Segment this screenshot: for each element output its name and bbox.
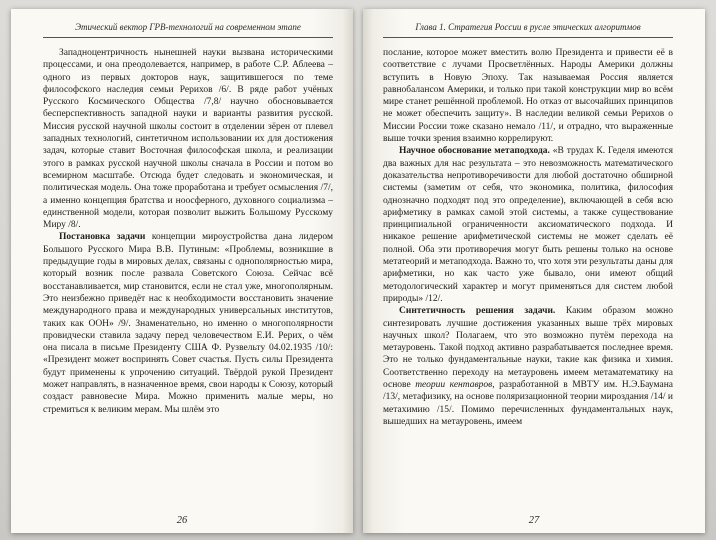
running-head-right: Глава 1. Стратегия России в русле этических алгоритмов (383, 22, 673, 38)
paragraph (383, 305, 673, 428)
running-head-left: Этический вектор ГРВ-технологий на современном этапе (43, 22, 333, 38)
paragraph-text: Каким образом можно синтезировать лучшие достижения указанных выше трёх мировых научных школ? Полагаем, что это возможно путём перехода на метауровень. Такой подход активно разрабатывается последнее время. Это не только фундаментальные науки, такие как физика и химия. Соответственно переходу на метауровень имеем метаматематику на основе (383, 306, 673, 391)
paragraph-lead-bold: Научное обоснование метаподхода. (399, 146, 550, 157)
italic-term: теории кентавров (415, 380, 493, 391)
paragraph-text: Западноцентричность нынешней науки вызвана историческими процессами, и она преодолевается, например, в работе С.Р. Аблеева – одного из первых докторов наук, защитившегося по теме философского наследия семьи Рерихов /6/. В ряде работ учёных Русского Космического Общества /7,8/ научно обосновывается бесперспективность западной науки и варианты развития русской. Миссия русской научной школы состоит в отделении зёрен от плевел западных технологий, синтетичном использовании их для достижения задач, которые ставит Восточная философская школа, и реализации этого в рамках русской научной школы сначала в России и потом во всемирном масштабе. Отсюда будет следовать и экономическая, и политическая модель. Она тоже проработана и требует осмысления /7/, а именно концепция братства и ноосферного, духовного социализма – единственной модели, которая позволит выжить Большому Русскому Миру /8/. (43, 48, 333, 231)
paragraph (43, 231, 333, 415)
paragraph-text: концепции мироустройства дана лидером Большого Русского Мира В.В. Путиным: «Проблемы, возникшие в предыдущие годы в мировых делах, связаны с однополярностью мира, который возник после развала Советского Союза. Сейчас всё восстанавливается, мир становится, если не стал уже, многополярным. Это неизбежно приведёт нас к необходимости восстановить значение международного права и международных универсальных институтов, таких как ООН» /9/. Знаменательно, но именно о многополярности провидчески ставила задачу перед человечеством Е.И. Рерих, о чём она писала в письме Президенту США Ф. Рузвельту 04.02.1935 /10/: «Президент может воспринять Совет счастья. Пусть силы Президента будут применены к упрочению ситуаций. Твёрдой рукой Президент может направлять, в назначенное время, свои народы к Союзу, который создаст равновесие Мира. Можно применить малые меры, но стремиться к великим мерам. Мы шлём это (43, 232, 333, 415)
paragraph-lead-bold: Постановка задачи (59, 232, 146, 243)
paragraph-text: «В трудах К. Геделя имеются два важных для нас результата – это невозможность математического доказательства непротиворечивости для любой достаточно обширной системы (заметим от себя, что экономика, политика, философия однозначно подходят под это определение), включающей в себя всю арифметику в рамках самой этой системы, а также существование принципиальной ограниченности аксиоматического подхода. И никакое решение арифметической системы не может сделать её полной. Оба эти противоречия могут быть решены только на основе метатеорий и метаподхода. Важно то, что хотя эти результаты даны для арифметики, но как часто уже бывало, они имеют общий методологический характер и могут применяться для систем любой природы» /12/. (383, 146, 673, 304)
page-right (363, 9, 705, 533)
paragraph-lead-bold: Синтетичность решения задачи. (399, 306, 556, 317)
page-left (11, 9, 353, 533)
page-number-right: 27 (528, 515, 540, 526)
paragraph (383, 145, 673, 305)
paragraph-text: , разработанной в МВТУ им. Н.Э.Баумана /13/, метафизику, на основе поляризационной теории мироздания /14/ и метахимию /15/. Помимо перечисленных фундаментальных наук, вышедших на метауровень, имеем (383, 380, 673, 427)
page-right-content (363, 22, 705, 533)
paragraph (43, 47, 333, 231)
paragraph (383, 47, 673, 145)
body-text-left (43, 47, 333, 515)
page-left-content (11, 22, 353, 533)
body-text-right (383, 47, 673, 515)
page-number-left: 26 (176, 515, 188, 526)
paragraph-text: послание, которое может вместить волю Президента и привести её в соответствие с лучами Просветлённых. Народы Америки должны вступить в Новую Эпоху. Так называемая Россия является равнобалансом Америки, и только при такой конструкции мир во всём мире станет решённой проблемой. Но отказ от высочайших принципов не может обеспечить защиту». В наследии великой семьи Рерихов о Миссии России тоже сказано немало /11/, и отрадно, что выраженные выше точки зрения взаимно коррелируют. (383, 48, 673, 145)
